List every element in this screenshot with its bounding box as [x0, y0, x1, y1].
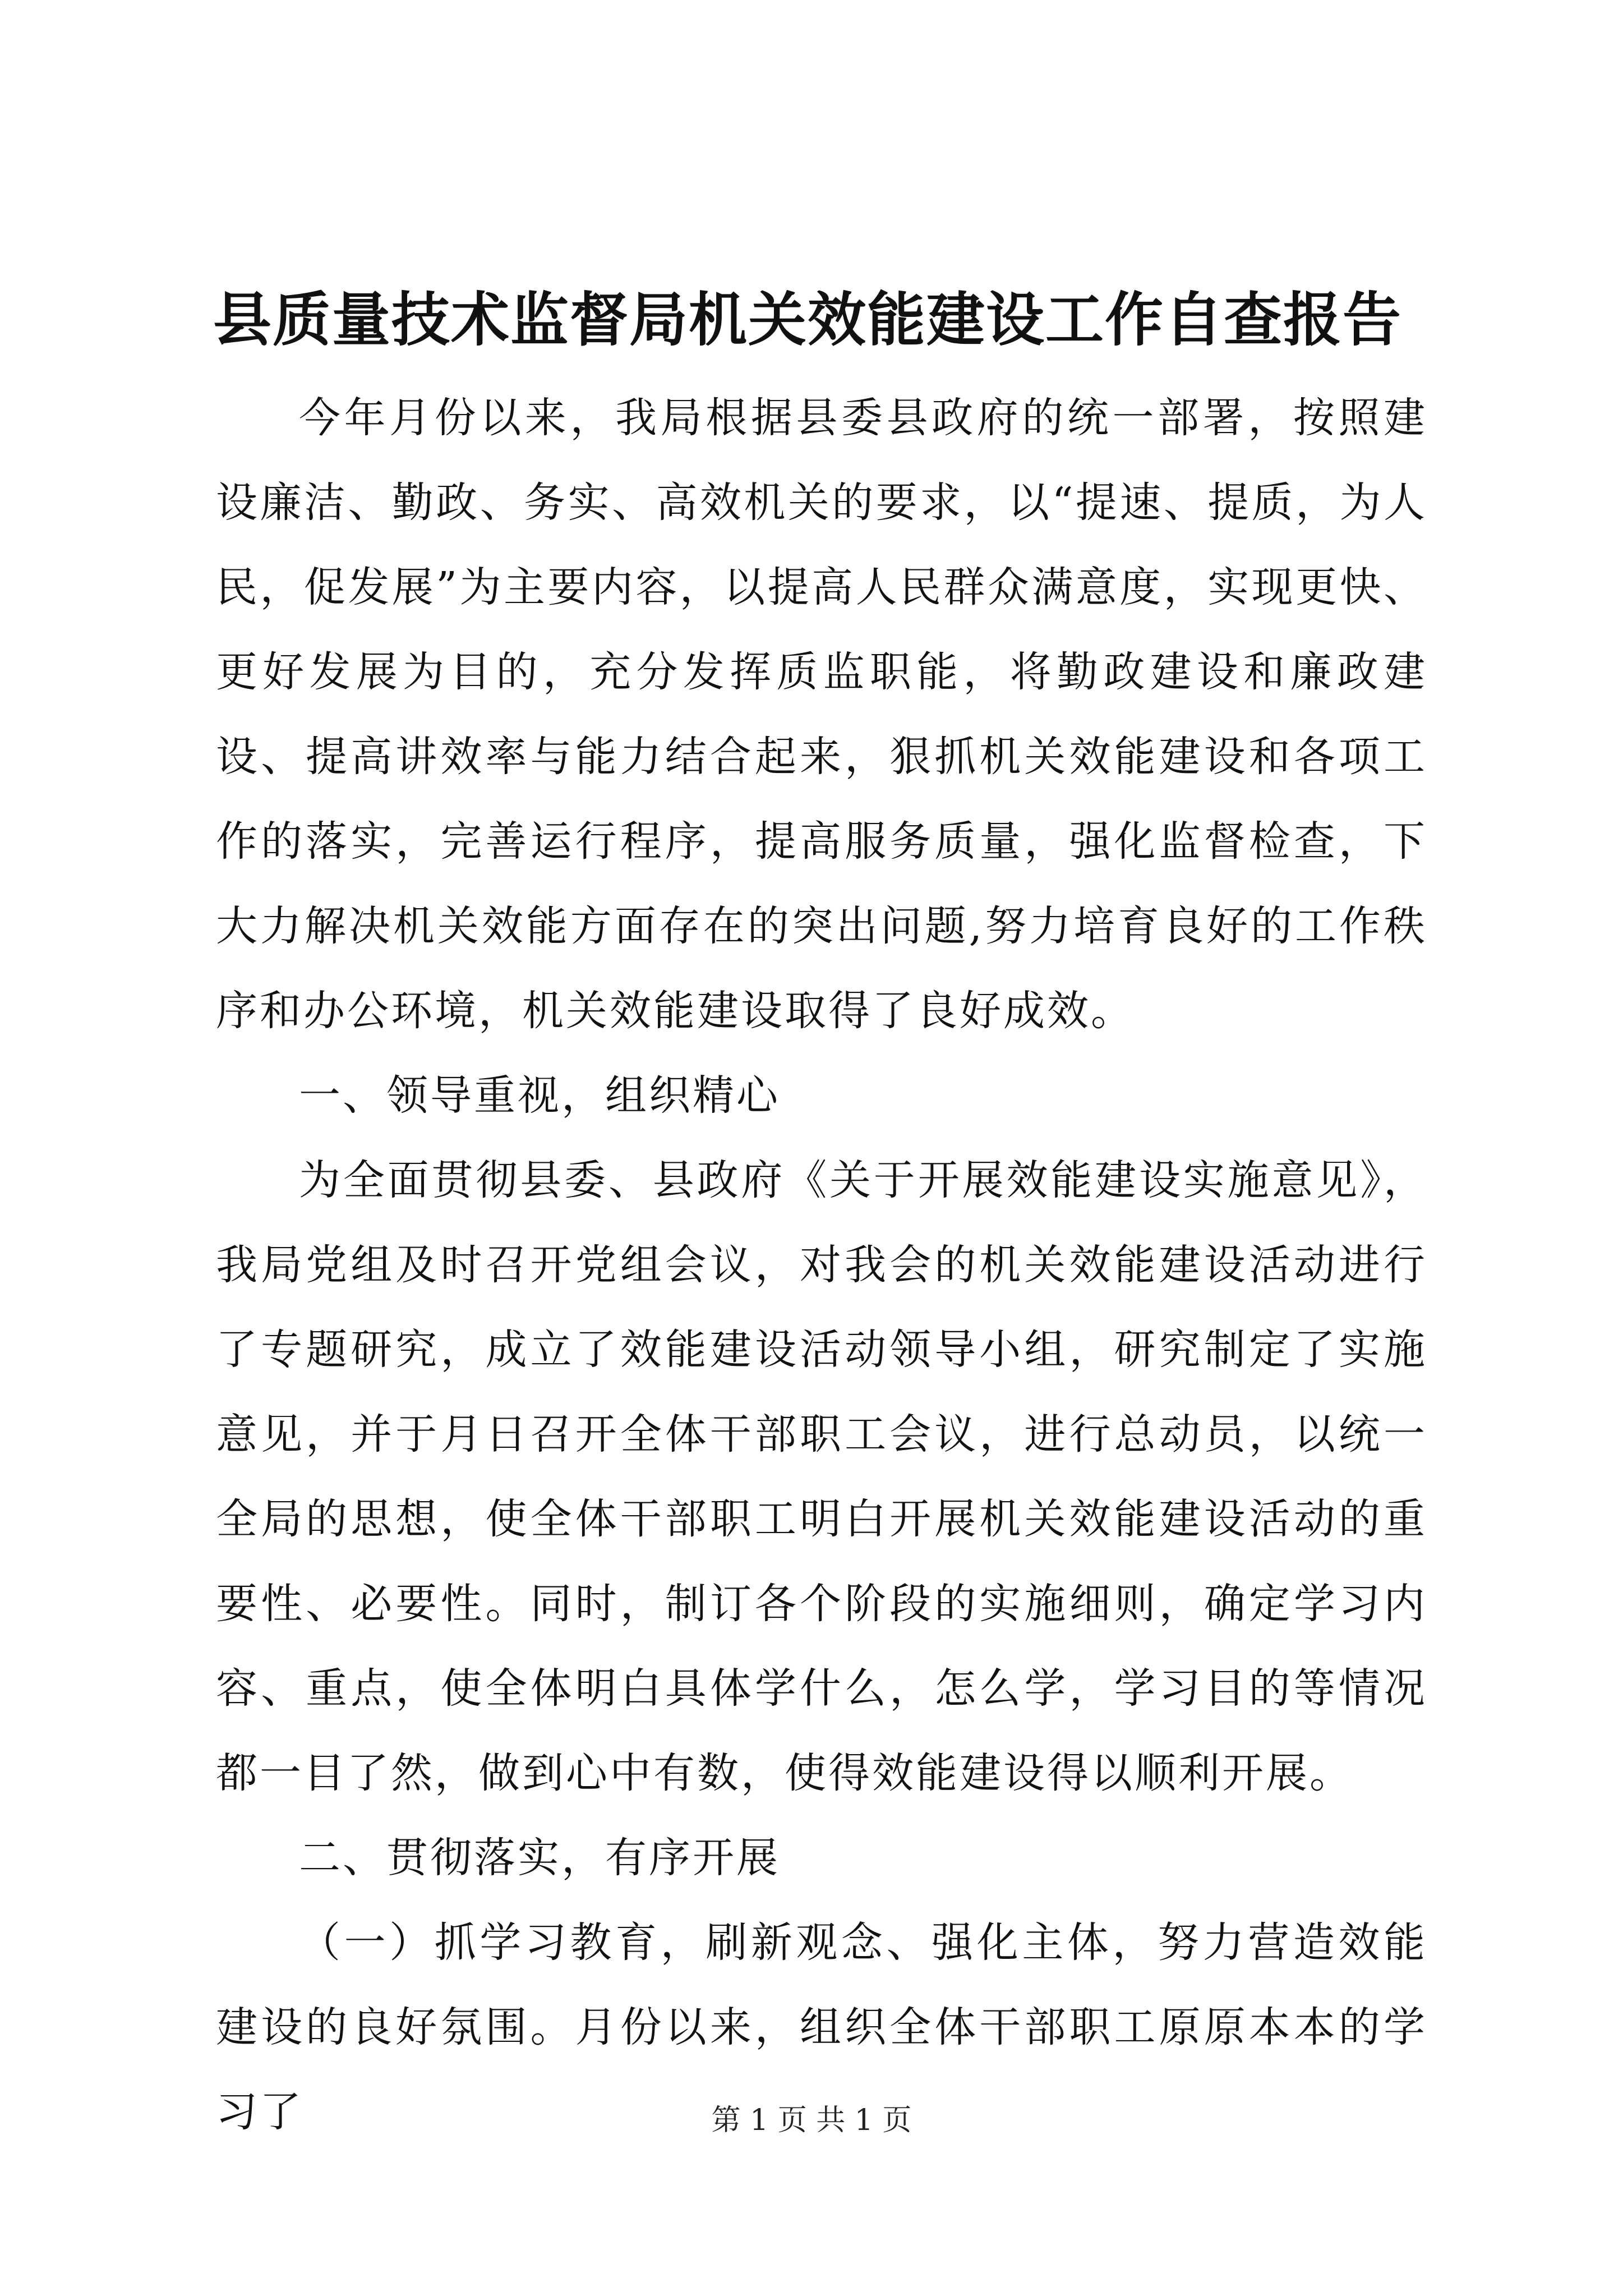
section-1-paragraph: 为全面贯彻县委、县政府《关于开展效能建设实施意见》，我局党组及时召开党组会议，对我会的机关效能建设活动进行了专题研究，成立了效能建设活动领导小组，研究制定了实施意见，并于月日召开全体干部职工会议，进行总动员，以统一全局的思想，使全体干部职工明白开展机关效能建设活动的重要性、必要性。同时，制订各个阶段的实施细则，确定学习内容、重点，使全体明白具体学什么，怎么学，学习目的等情况都一目了然，做到心中有数，使得效能建设得以顺利开展。 [216, 1156, 1427, 1797]
subsection-1-paragraph: （一）抓学习教育，刷新观念、强化主体，努力营造效能建设的良好氛围。月份以来，组织全体干部职工原原本本的学习了 [216, 1918, 1427, 2136]
section-heading-1: 一、领导重视，组织精心 [299, 1071, 780, 1120]
document-body [216, 376, 1427, 2155]
section-heading-2: 二、贯彻落实，有序开展 [299, 1834, 780, 1882]
document-title: 县质量技术监督局机关效能建设工作自查报告 [213, 285, 1403, 354]
page-number-footer: 第 1 页 共 1 页 [711, 2104, 912, 2137]
intro-paragraph: 今年月份以来，我局根据县委县政府的统一部署，按照建设廉洁、勤政、务实、高效机关的要求，以“提速、提质，为人民，促发展”为主要内容，以提高人民群众满意度，实现更快、更好发展为目的，充分发挥质监职能，将勤政建设和廉政建设、提高讲效率与能力结合起来，狠抓机关效能建设和各项工作的落实，完善运行程序，提高服务质量，强化监督检查，下大力解决机关效能方面存在的突出问题,努力培育良好的工作秩序和办公环境，机关效能建设取得了良好成效。 [216, 394, 1427, 1035]
